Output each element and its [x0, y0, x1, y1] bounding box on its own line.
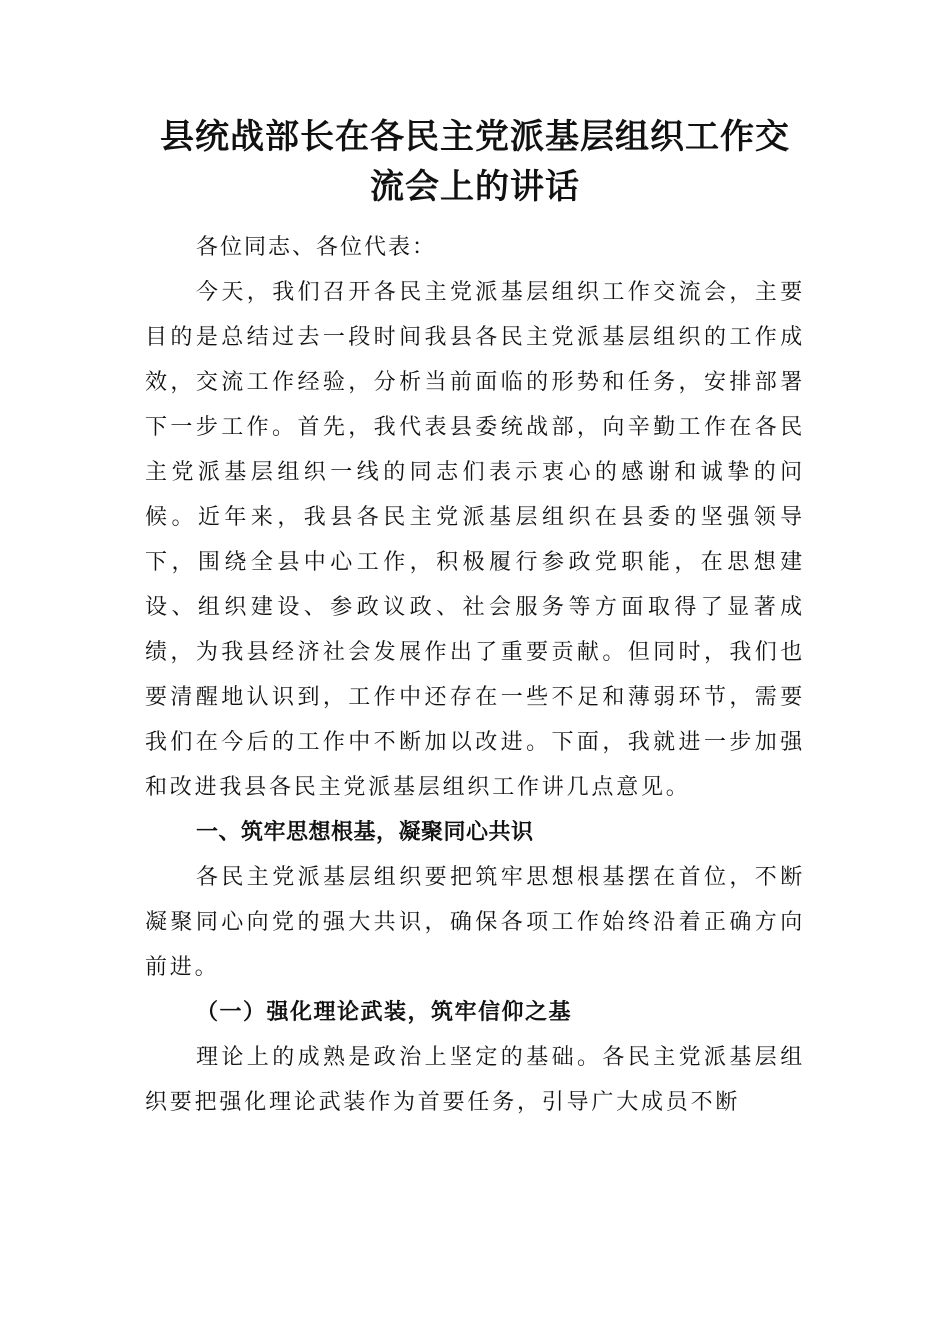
title-line-1: 县统战部长在各民主党派基层组织工作交 [160, 117, 790, 157]
title-line-2: 流会上的讲话 [370, 167, 580, 207]
section-1-paragraph: 各民主党派基层组织要把筑牢思想根基摆在首位，不断凝聚同心向党的强大共识，确保各项工作始终沿着正确方向前进。 [145, 865, 805, 980]
salutation: 各位同志、各位代表： [196, 235, 437, 260]
section-1-heading: 一、筑牢思想根基，凝聚同心共识 [196, 820, 534, 845]
intro-paragraph: 今天，我们召开各民主党派基层组织工作交流会，主要目的是总结过去一段时间我县各民主党派基层组织的工作成效，交流工作经验，分析当前面临的形势和任务，安排部署下一步工作。首先，我代表县委统战部，向辛勤工作在各民主党派基层组织一线的同志们表示衷心的感谢和诚挚的问候。近年来，我县各民主党派基层组织在县委的坚强领导下，围绕全县中心工作，积极履行参政党职能，在思想建设、组织建设、参政议政、社会服务等方面取得了显著成绩，为我县经济社会发展作出了重要贡献。但同时，我们也要清醒地认识到，工作中还存在一些不足和薄弱环节，需要我们在今后的工作中不断加以改进。下面，我就进一步加强和改进我县各民主党派基层组织工作讲几点意见。 [145, 280, 805, 800]
subsection-1-paragraph: 理论上的成熟是政治上坚定的基础。各民主党派基层组织要把强化理论武装作为首要任务，引导广大成员不断 [145, 1045, 805, 1115]
document-title [120, 112, 830, 212]
document-body [145, 225, 805, 1125]
subsection-1-heading: （一）强化理论武装，筑牢信仰之基 [196, 999, 573, 1025]
